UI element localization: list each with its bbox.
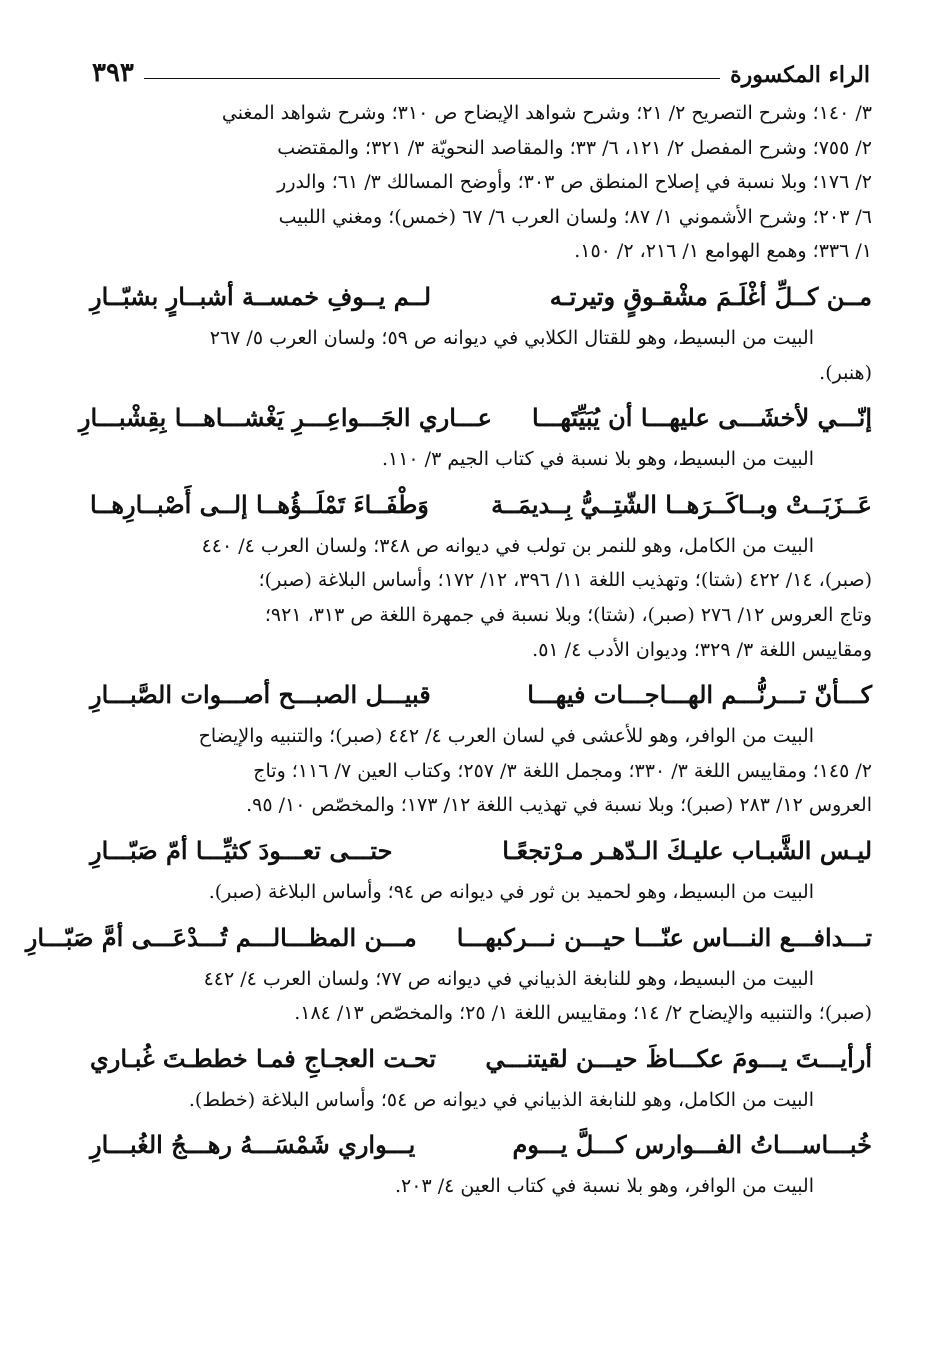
text-line: ٦/ ٢٠٣؛ وشرح الأشموني ١/ ٨٧؛ ولسان العرب ٦/ ٦٧ (خمس)؛ ومغني اللبيب [278,205,872,228]
note-line: البيت من البسيط، وهو للنابغة الذبياني في ديوانه ص ٧٧؛ ولسان العرب ٤/ ٤٤٢ [203,967,814,990]
verse-entry [90,1125,872,1204]
intro-paragraph [90,96,872,269]
verse-first-hemistich: عَــزَبَــتْ وبــاكَــرَهــا الشّتِــيُّ بِــديمَــة [491,489,872,519]
note-line: البيت من الوافر، وهو بلا نسبة في كتاب العين ٤/ ٢٠٣. [395,1175,814,1198]
note-line: ٢/ ١٤٥؛ ومقاييس اللغة ٣/ ٣٣٠؛ ومجمل اللغة ٣/ ٢٥٧؛ وكتاب العين ٧/ ١١٦؛ وتاج [253,759,872,782]
running-title: الراء المكسورة [730,62,870,88]
verse-second-hemistich: تحـت العجـاجِ فمـا خططـتَ غُبـاري [90,1043,437,1073]
verse-line [78,398,872,438]
verse-second-hemistich: وَطْفَــاءَ تَمْلَــؤُهــا إلــى أَصْبــارِهــا [90,489,429,519]
verse-entry [90,831,872,910]
note-line: البيت من الكامل، وهو للنمر بن تولب في ديوانه ص ٣٤٨؛ ولسان العرب ٤/ ٤٤٠ [201,534,814,557]
note-line: البيت من البسيط، وهو للقتال الكلابي في ديوانه ص ٥٩؛ ولسان العرب ٥/ ٢٦٧ [209,326,814,349]
verse-entry [78,398,872,477]
verse-second-hemistich: حتـــى تعـــودَ كثيِّـــا أمّ صَبّـــارِ [90,835,393,865]
note-line: البيت من البسيط، وهو بلا نسبة في كتاب الجيم ٣/ ١١٠. [381,448,814,471]
note-line: البيت من البسيط، وهو لحميد بن ثور في ديوانه ص ٩٤؛ وأساس البلاغة (صبر). [208,880,814,903]
verse-line [90,277,872,317]
verse-first-hemistich: ليـس الشَّبـاب عليـكَ الـدّهـر مـرْتجعًـا [502,835,872,865]
page-number: ٣٩٣ [92,58,134,88]
note-line: البيت من الوافر، وهو للأعشى في لسان العرب ٤/ ٤٤٢ (صبر)؛ والتنبيه والإيضاح [198,725,814,748]
verse-second-hemistich: مـــن المظـــالـــم تُـــدْعَـــى أمَّ صَبّـــارِ [25,922,417,952]
verse-first-hemistich: أرأيـــتَ يـــومَ عكـــاظَ حيـــن لقيتنـــي [485,1043,872,1073]
verse-entry [90,485,872,667]
verse-entry [25,918,872,1031]
text-line: ٣/ ١٤٠؛ وشرح التصريح ٢/ ٢١؛ وشرح شواهد الإيضاح ص ٣١٠؛ وشرح شواهد المغني [221,102,872,124]
verse-line [90,1039,872,1079]
verse-line [90,831,872,871]
verse-first-hemistich: تـــدافـــع النـــاس عنّـــا حيـــن نـــركبهـــا [456,922,872,952]
verse-second-hemistich: قبيـــل الصبـــح أصـــوات الصَّبـــارِ [90,680,431,710]
note-line: البيت من الكامل، وهو للنابغة الذبياني في ديوانه ص ٥٤؛ وأساس البلاغة (خطط). [188,1088,814,1111]
note-line: (هنبر). [819,361,872,384]
note-line: (صبر)، ١٤/ ٤٢٢ (شتا)؛ وتهذيب اللغة ١١/ ٣٩٦، ١٢/ ١٧٢؛ وأساس البلاغة (صبر)؛ [258,569,872,592]
verse-first-hemistich: كـــأنّ تـــرنُّـــم الهـــاجـــات فيهـــا [527,680,872,710]
verse-line [90,1125,872,1165]
verse-line [25,918,872,958]
verse-first-hemistich: مــن كــلِّ أغْلَـمَ مشْقـوقٍ وتيرتـه [549,281,872,311]
note-line: وتاج العروس ١٢/ ٢٧٦ (صبر)، (شتا)؛ وبلا نسبة في جمهرة اللغة ص ٣١٣، ٩٢١؛ [264,603,872,626]
verse-entry [90,277,872,390]
note-line: ومقاييس اللغة ٣/ ٣٢٩؛ وديوان الأدب ٤/ ٥١. [532,638,872,661]
verse-second-hemistich: لــم يــوفِ خمســة أشبــارٍ بشبّــارِ [90,281,432,311]
verse-entry [90,1039,872,1118]
note-line: (صبر)؛ والتنبيه والإيضاح ٢/ ١٤؛ ومقاييس اللغة ١/ ٢٥؛ والمخصّص ١٣/ ١٨٤. [294,1002,872,1025]
verse-second-hemistich: يـــواري شَمْسَـــهُ رهـــجُ الغُبـــارِ [90,1130,416,1160]
page-header [92,48,870,88]
verse-entry [90,675,872,823]
verse-first-hemistich: خُبـــاســـاتُ الفـــوارس كـــلَّ يـــوم [512,1130,872,1160]
header-rule [144,78,720,79]
verse-second-hemistich: عـــاري الجَـــواعِـــرِ يَغْشـــاهـــا بِقِشْبـــارِ [78,403,492,433]
text-line: ٢/ ١٧٦؛ وبلا نسبة في إصلاح المنطق ص ٣٠٣؛ وأوضح المسالك ٣/ ٦١؛ والدرر [277,171,872,194]
text-line: ١/ ٣٣٦؛ وهمع الهوامع ١/ ٢١٦، ٢/ ١٥٠. [574,240,872,263]
verse-first-hemistich: إنّـــي لأخشَـــى عليهـــا أن يُبَيِّتَهـــا [531,403,872,433]
text-line: ٢/ ٧٥٥؛ وشرح المفصل ٢/ ١٢١، ٦/ ٣٣؛ والمقاصد النحويّة ٣/ ٣٢١؛ والمقتضب [277,136,872,159]
verse-line [90,675,872,715]
note-line: العروس ١٢/ ٢٨٣ (صبر)؛ وبلا نسبة في تهذيب اللغة ١٢/ ١٧٣؛ والمخصّص ١٠/ ٩٥. [246,794,872,817]
verse-line [90,485,872,525]
page-content [25,96,872,1206]
